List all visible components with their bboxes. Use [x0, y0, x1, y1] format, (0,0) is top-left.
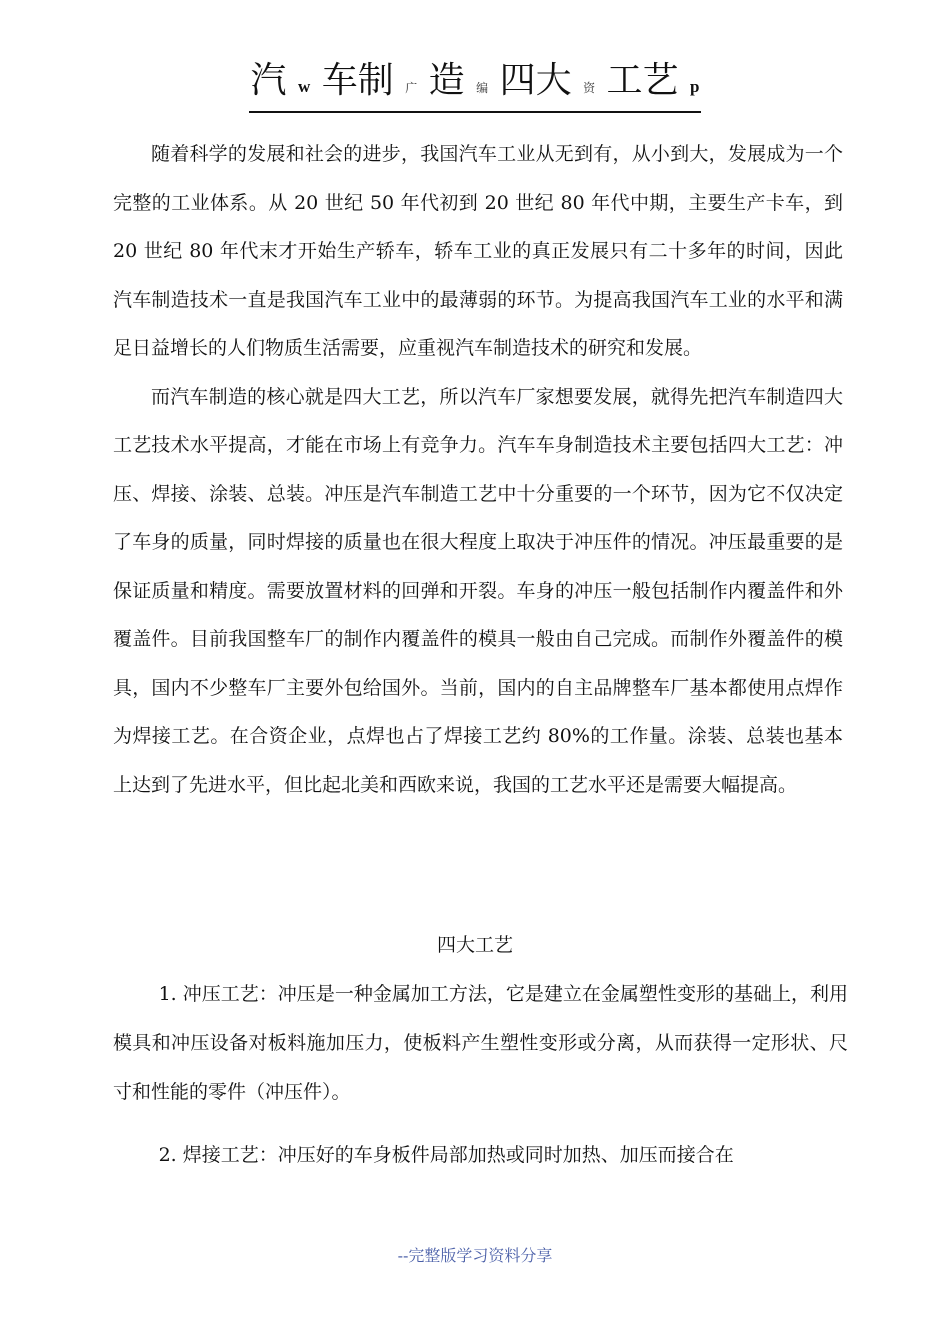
paragraph-core: 而汽车制造的核心就是四大工艺，所以汽车厂家想要发展，就得先把汽车制造四大工艺技术水平提高，才能在市场上有竞争力。汽车车身制造技术主要包括四大工艺：冲压、焊接、涂装、总装。冲压是汽车制造工艺中十分重要的一个环节，因为它不仅决定了车身的质量，同时焊接的质量也在很大程度上取决于冲压件的情况。冲压最重要的是保证质量和精度。需要放置材料的回弹和开裂。车身的冲压一般包括制作内覆盖件和外覆盖件。目前我国整车厂的制作内覆盖件的模具一般由自己完成。而制作外覆盖件的模具，国内不少整车厂主要外包给国外。当前，国内的自主品牌整车厂基本都使用点焊作为焊接工艺。在合资企业，点焊也占了焊接工艺约 80%的工作量。涂装、总装也基本上达到了先进水平，但比起北美和西欧来说，我国的工艺水平还是需要大幅提高。	[113, 385, 843, 796]
title-watermark-char: w	[297, 77, 311, 96]
title-part: 汽	[250, 60, 287, 101]
paragraph-intro: 随着科学的发展和社会的进步，我国汽车工业从无到有，从小到大，发展成为一个完整的工业体系。从 20 世纪 50 年代初到 20 世纪 80 年代中期，主要生产卡车，到 20 世纪 80 年代末才开始生产轿车，轿车工业的真正发展只有二十多年的时间，因此汽车制造技术一直是我国汽车工业中的最薄弱的环节。为提高我国汽车工业的水平和满足日益增长的人们物质生活需要，应重视汽车制造技术的研究和发展。	[113, 143, 843, 359]
list-item-stamping: 1. 冲压工艺：冲压是一种金属加工方法，它是建立在金属塑性变形的基础上，利用模具和冲压设备对板料施加压力，使板料产生塑性变形或分离，从而获得一定形状、尺寸和性能的零件（冲压件）。	[113, 983, 848, 1103]
title-part: 四大	[499, 60, 572, 101]
title-underline-wrap	[249, 58, 702, 113]
title-watermark-char: 编	[476, 81, 489, 95]
title-watermark-char: p	[690, 77, 700, 96]
title-watermark-char: 广	[405, 81, 418, 95]
process-list	[113, 970, 848, 1180]
title-part: 造	[428, 60, 465, 101]
document-title	[0, 58, 950, 113]
title-part: 工艺	[606, 60, 679, 101]
section-heading: 四大工艺	[436, 934, 513, 956]
document-body	[113, 130, 843, 809]
title-part: 车制	[321, 60, 394, 101]
list-item-welding: 2. 焊接工艺：冲压好的车身板件局部加热或同时加热、加压而接合在	[158, 1144, 734, 1166]
page-footer: --完整版学习资料分享	[397, 1246, 553, 1265]
title-watermark-char: 资	[583, 81, 596, 95]
